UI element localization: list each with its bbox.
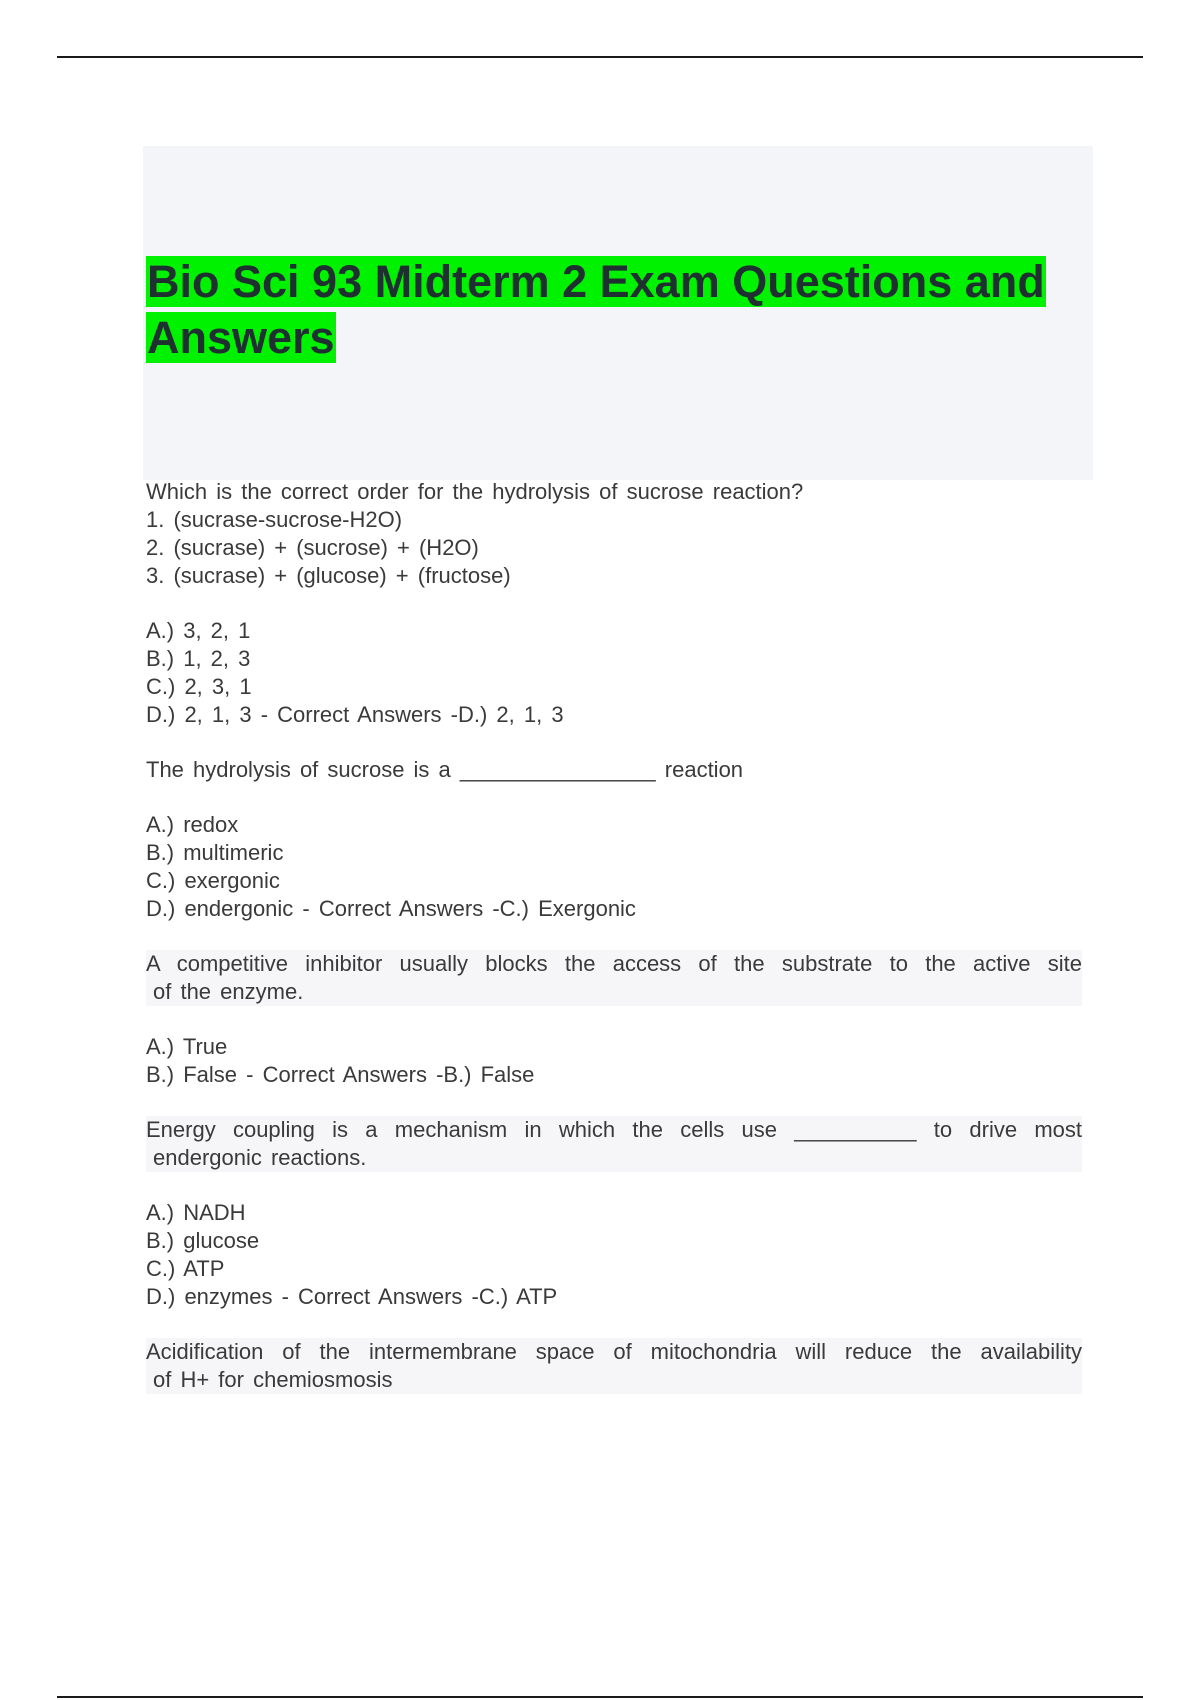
question-1-option-b: B.) 1, 2, 3: [146, 646, 251, 671]
spacer: [146, 1311, 1082, 1338]
question-4: [146, 1116, 1082, 1311]
question-1-option-d-answer: D.) 2, 1, 3 - Correct Answers -D.) 2, 1, 3: [146, 702, 564, 727]
top-rule: [57, 56, 1143, 58]
question-4-option-c: C.) ATP: [146, 1256, 225, 1281]
spacer: [146, 1006, 1082, 1033]
question-3-prompt: [146, 950, 1082, 1006]
spacer: [146, 1172, 1082, 1199]
question-4-option-a: A.) NADH: [146, 1200, 246, 1225]
question-1-step-3: 3. (sucrase) + (glucose) + (fructose): [146, 563, 511, 588]
question-4-option-d-answer: D.) enzymes - Correct Answers -C.) ATP: [146, 1284, 558, 1309]
spacer: [146, 729, 1082, 756]
question-5: [146, 1338, 1082, 1394]
bottom-rule: [57, 1696, 1143, 1698]
spacer: [146, 923, 1082, 950]
question-2-option-b: B.) multimeric: [146, 840, 284, 865]
question-1-step-1: 1. (sucrase-sucrose-H2O): [146, 507, 403, 532]
question-2: [146, 756, 1082, 923]
question-1-step-2: 2. (sucrase) + (sucrose) + (H2O): [146, 535, 479, 560]
question-5-prompt-line-1: Acidification of the intermembrane space of mitochondria will reduce the availability: [146, 1339, 1082, 1364]
question-3-prompt-line-1: A competitive inhibitor usually blocks the access of the substrate to the active site: [146, 951, 1082, 976]
document-title: [146, 254, 1046, 366]
question-1-option-c: C.) 2, 3, 1: [146, 674, 252, 699]
question-3-option-a: A.) True: [146, 1034, 228, 1059]
question-2-option-c: C.) exergonic: [146, 868, 280, 893]
question-4-prompt-line-2: endergonic reactions.: [153, 1145, 367, 1170]
question-4-option-b: B.) glucose: [146, 1228, 260, 1253]
question-1-option-a: A.) 3, 2, 1: [146, 618, 251, 643]
question-5-prompt: [146, 1338, 1082, 1394]
question-3-option-b-answer: B.) False - Correct Answers -B.) False: [146, 1062, 535, 1087]
spacer: [146, 1089, 1082, 1116]
question-3: [146, 950, 1082, 1089]
spacer: [146, 784, 1082, 811]
question-3-prompt-line-2: of the enzyme.: [153, 979, 304, 1004]
document-body: [146, 478, 1082, 1394]
question-1: [146, 478, 1082, 729]
question-1-prompt: Which is the correct order for the hydrolysis of sucrose reaction?: [146, 479, 804, 504]
question-2-option-d-answer: D.) endergonic - Correct Answers -C.) Exergonic: [146, 896, 636, 921]
question-4-prompt-line-1: Energy coupling is a mechanism in which the cells use __________ to drive most: [146, 1117, 1082, 1142]
spacer: [146, 590, 1082, 617]
title-highlight: Bio Sci 93 Midterm 2 Exam Questions and Answers: [147, 256, 1045, 363]
question-2-prompt: The hydrolysis of sucrose is a ________________ reaction: [146, 757, 744, 782]
question-2-option-a: A.) redox: [146, 812, 239, 837]
question-5-prompt-line-2: of H+ for chemiosmosis: [153, 1367, 393, 1392]
question-4-prompt: [146, 1116, 1082, 1172]
